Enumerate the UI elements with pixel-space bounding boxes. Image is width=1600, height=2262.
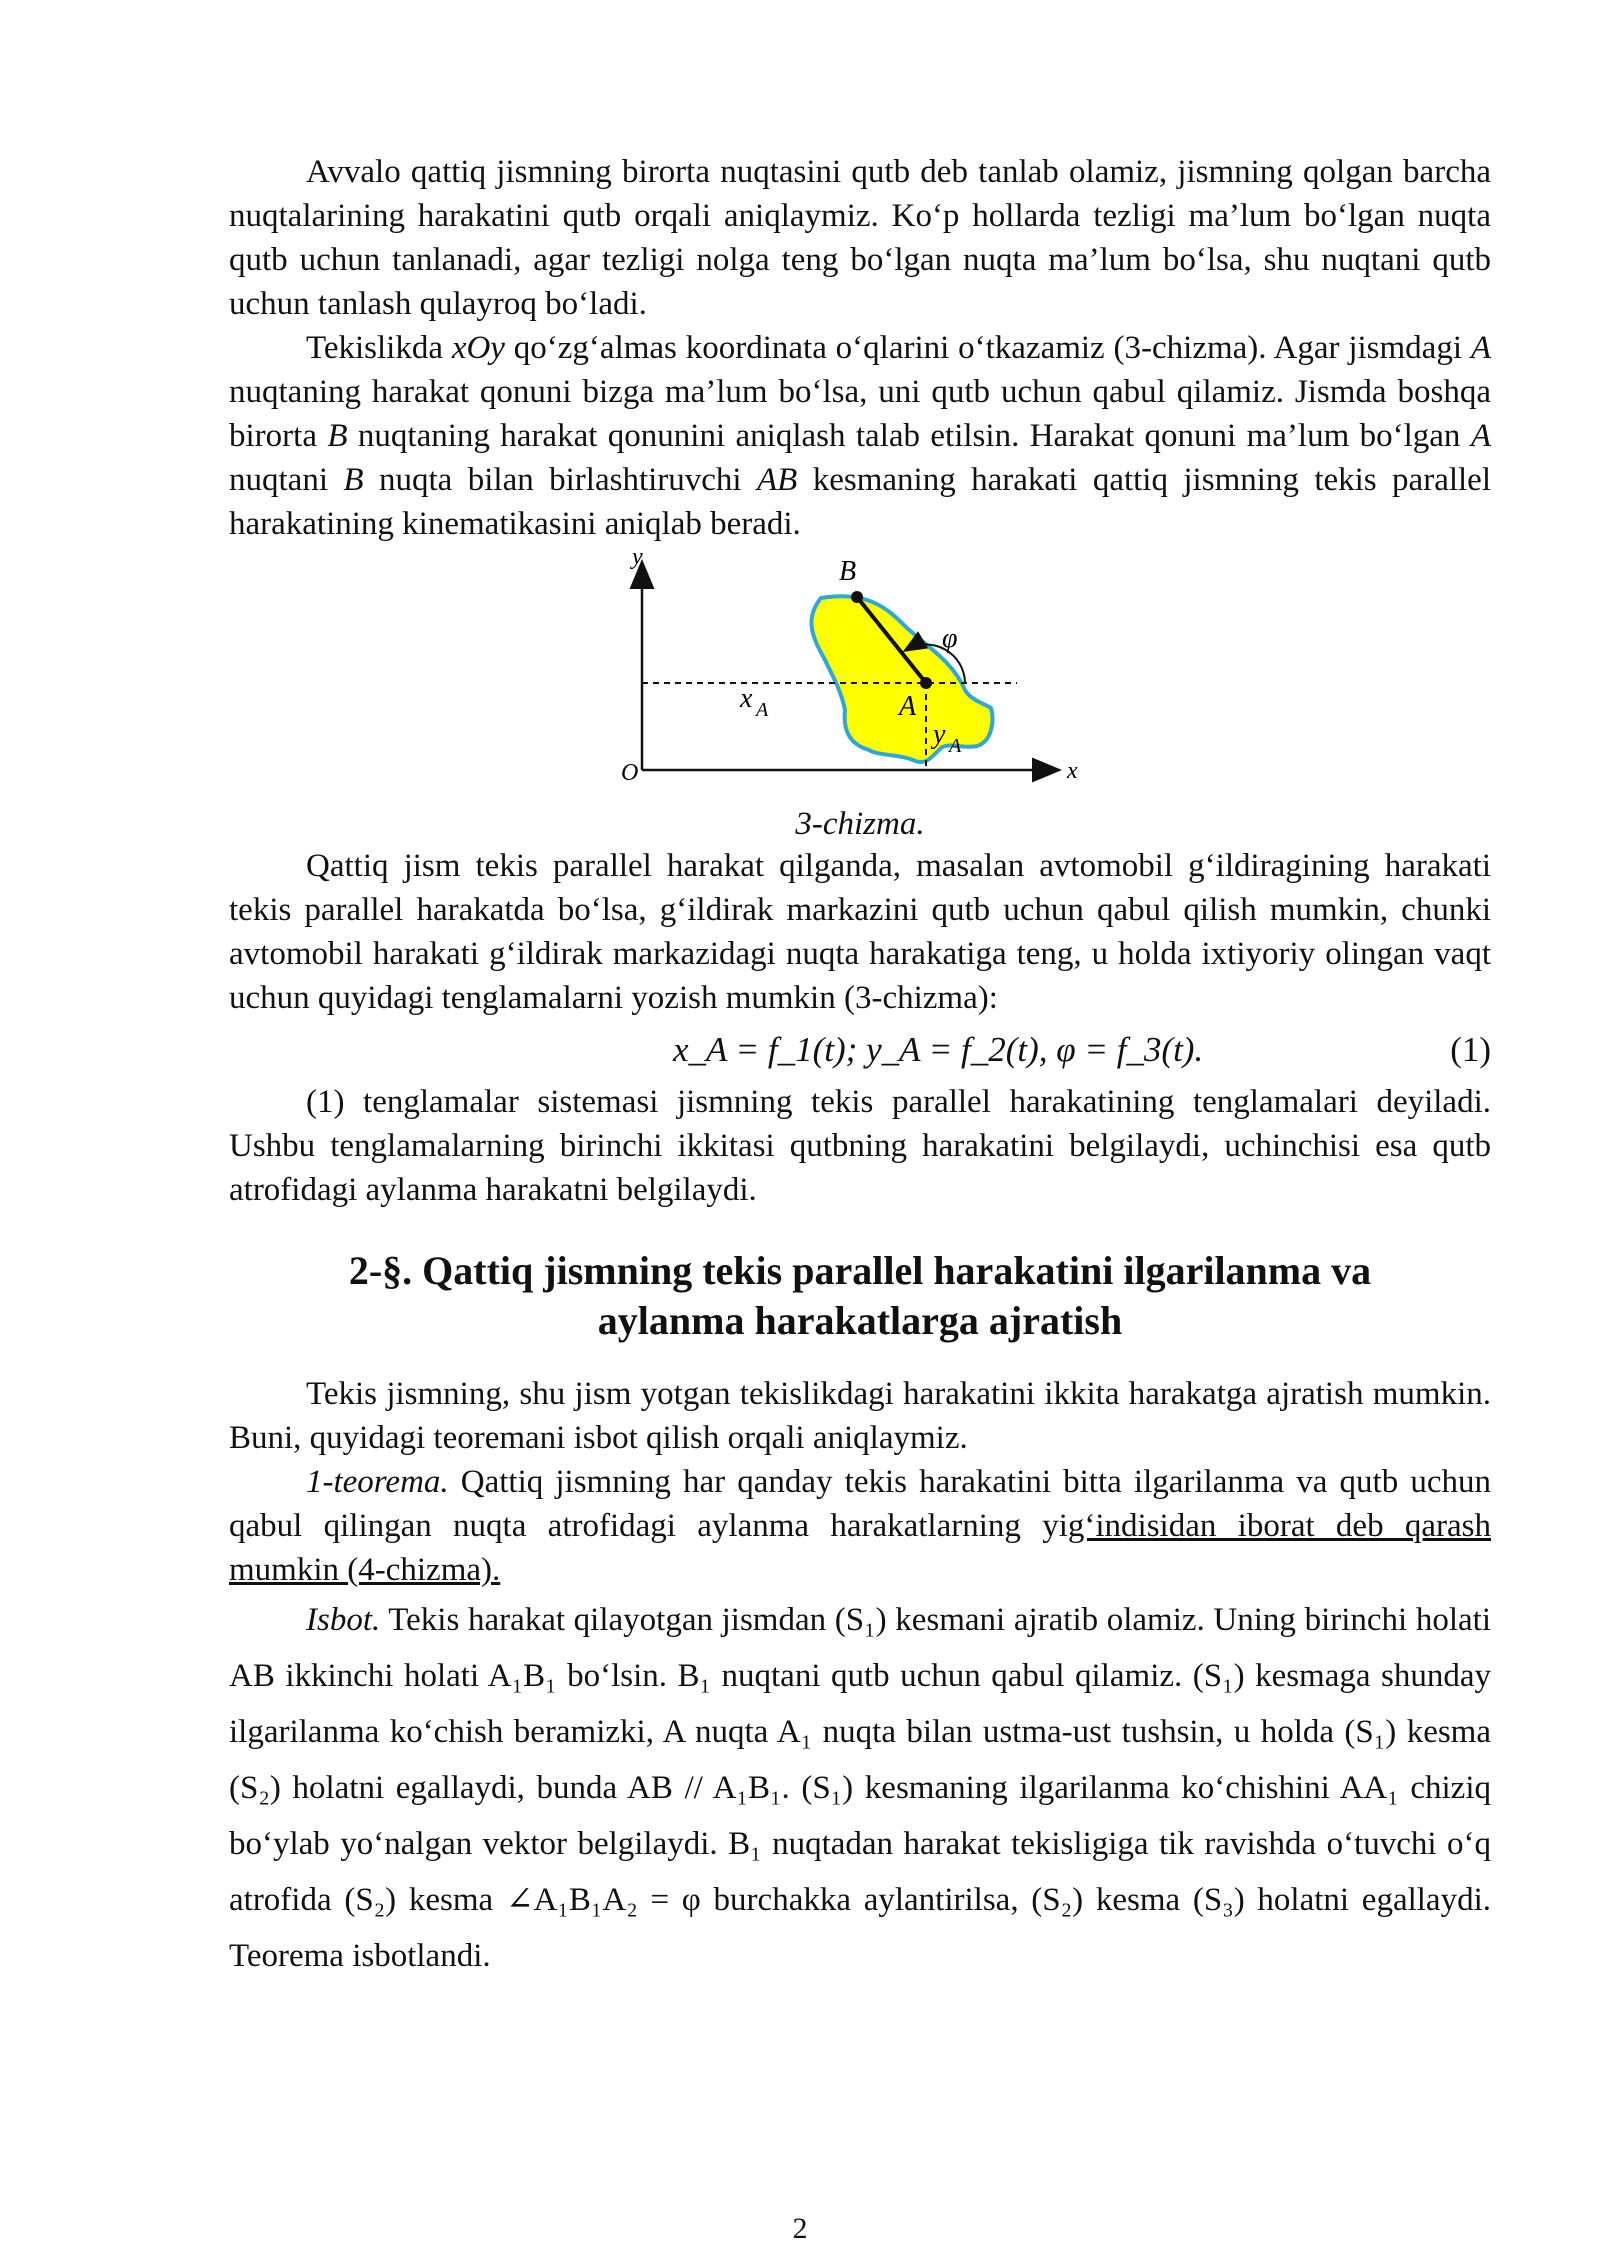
label-a: A <box>899 691 917 722</box>
equation-number: (1) <box>1450 1030 1491 1069</box>
proof-text: Tekis harakat qilayotgan jismdan (S₁) kesmani ajratib olamiz. Uning birinchi holati AB ikkinchi holati A₁B₁ bo‘lsin. B₁ nuqtani qutb uchun qabul qilamiz. (S₁) kesmaga shunday ilgarilanma ko‘chish beramizki, A nuqta A₁ nuqta bilan ustma-ust tushsin, u holda (S₁) kesma (S₂) holatni egallaydi, bunda AB // A₁B₁. (S₁) kesmaning ilgarilanma ko‘chishini AA₁ chiziq bo‘ylab yo‘nalgan vektor belgilaydi. B₁ nuqtadan harakat tekisligiga tik ravishda o‘tuvchi o‘q atrofida (S₂) kesma ∠A₁B₁A₂ = φ burchakka aylantirilsa, (S₂) kesma (S₃) holatni egallaydi. Teorema isbotlandi. <box>229 1602 1491 1974</box>
equation-1 <box>229 1020 1491 1080</box>
label-o: O <box>621 760 639 786</box>
label-phi: φ <box>942 623 958 654</box>
paragraph-3: Qattiq jism tekis parallel harakat qilganda, masalan avtomobil g‘ildiragining harakati tekis parallel harakatda bo‘lsa, g‘ildirak markazini qutb uchun qabul qilish mumkin, chunki avtomobil harakati g‘ildirak markazidagi nuqta harakatiga teng, u holda ixtiyoriy olingan vaqt uchun quyidagi tenglamalarni yozish mumkin (3-chizma): <box>229 848 1491 1016</box>
proof-paragraph <box>229 1592 1491 1984</box>
page-content <box>229 150 1491 1984</box>
theorem-label: 1-teorema. <box>306 1464 449 1500</box>
equation-expression: x_A = f_1(t); y_A = f_2(t), φ = f_3(t). <box>673 1030 1204 1069</box>
paragraph-1: Avvalo qattiq jismning birorta nuqtasini qutb deb tanlab olamiz, jismning qolgan barcha nuqtalarining harakatini qutb orqali aniqlaymiz. Ko‘p hollarda tezligi ma’lum bo‘lgan nuqta qutb uchun tanlanadi, agar tezligi nolga teng bo‘lgan nuqta ma’lum bo‘lsa, shu nuqtani qutb uchun tanlash qulayroq bo‘ladi. <box>229 154 1491 322</box>
label-ya: y <box>933 719 946 750</box>
point-a <box>920 677 932 689</box>
section-heading <box>229 1246 1491 1346</box>
theorem-underlined: g‘indisidan iborat deb qarash mumkin (4-chizma). <box>229 1508 1491 1588</box>
point-b <box>851 591 863 603</box>
paragraph-2: Tekislikda xOy qo‘zg‘almas koordinata o‘qlarini o‘tkazamiz (3-chizma). Agar jismdagi A nuqtaning harakat qonuni bizga ma’lum bo‘lsa, uni qutb uchun qabul qilamiz. Jismda boshqa birorta B nuqtaning harakat qonunini aniqlash talab etilsin. Harakat qonuni ma’lum bo‘lgan A nuqtani B nuqta bilan birlashtiruvchi AB kesmaning harakati qattiq jismning tekis parallel harakatining kinematikasini aniqlab beradi. <box>229 330 1491 542</box>
label-xa-sub: A <box>756 699 769 721</box>
paragraph-4: (1) tenglamalar sistemasi jismning tekis parallel harakatining tenglamalari deyiladi. Ushbu tenglamalarning birinchi ikkitasi qutbning harakatini belgilaydi, uchinchisi esa qutb atrofidagi aylanma harakatni belgilaydi. <box>229 1084 1491 1208</box>
figure-3 <box>229 550 1491 812</box>
proof-label: Isbot. <box>306 1602 381 1638</box>
label-b: B <box>839 556 857 587</box>
label-xa: x <box>740 683 753 714</box>
label-ya-sub: A <box>949 735 962 757</box>
label-x: x <box>1067 758 1078 784</box>
figure-3-diagram <box>229 550 1491 812</box>
label-y: y <box>632 550 643 570</box>
paragraph-5: Tekis jismning, shu jism yotgan tekislikdagi harakatini ikkita harakatga ajratish mumkin. Buni, quyidagi teoremani isbot qilish orqali aniqlaymiz. <box>229 1376 1491 1456</box>
figure-caption: 3-chizma. <box>795 806 925 842</box>
page-number: 2 <box>792 2212 808 2245</box>
heading-line-1: 2-§. Qattiq jismning tekis parallel harakatini ilgarilanma va <box>348 1248 1372 1293</box>
theorem-paragraph: 1-teorema. Qattiq jismning har qanday tekis harakatini bitta ilgarilanma va qutb uchun qabul qilingan nuqta atrofidagi aylanma harakatlarning yig‘indisidan iborat deb qarash mumkin (4-chizma). <box>229 1464 1491 1588</box>
heading-line-2: aylanma harakatlarga ajratish <box>597 1298 1123 1343</box>
